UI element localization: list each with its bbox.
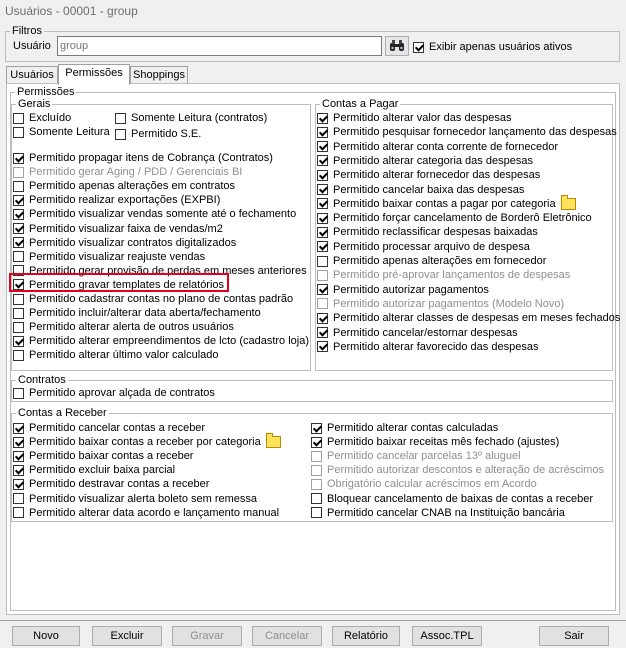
gerais-item-label: Permitido incluir/alterar data aberta/fechamento <box>29 307 261 320</box>
contas-pagar-item-box[interactable] <box>317 127 328 138</box>
contas-pagar-item-label: Permitido alterar conta corrente de fornecedor <box>333 140 559 153</box>
usuario-label: Usuário <box>13 40 51 52</box>
contas-pagar-item-checkbox[interactable] <box>317 254 546 268</box>
contas-pagar-item-box[interactable] <box>317 213 328 224</box>
contas-receber-legend: Contas a Receber <box>18 407 107 419</box>
folder-icon[interactable] <box>561 198 576 210</box>
contas-pagar-item-box[interactable] <box>317 170 328 181</box>
gerais-item-label: Permitido alterar empreendimentos de lcto (cadastro loja) <box>29 335 310 348</box>
contas-receber-item-label: Permitido alterar data acordo e lançamento manual <box>29 506 280 519</box>
gerais-item-checkbox[interactable] <box>13 207 296 221</box>
contas-pagar-item-box[interactable] <box>317 141 328 152</box>
contas-receber-item-box[interactable] <box>13 423 24 434</box>
contas-pagar-item-label: Permitido reclassificar despesas baixadas <box>333 226 538 239</box>
contas-pagar-item-checkbox[interactable] <box>317 283 489 297</box>
folder-icon[interactable] <box>266 436 281 448</box>
contas-pagar-item-checkbox[interactable] <box>317 268 570 282</box>
window-title: Usuários - 00001 - group <box>0 0 626 22</box>
contas-receber-item-checkbox[interactable] <box>13 463 175 477</box>
contas-receber-item-box[interactable] <box>13 479 24 490</box>
gerais-top-checkbox[interactable] <box>13 125 110 139</box>
contas-pagar-legend: Contas a Pagar <box>322 98 399 110</box>
gerais-item-checkbox[interactable] <box>13 236 236 250</box>
contas-receber-item-checkbox[interactable] <box>311 449 521 463</box>
contas-receber-item-label: Permitido baixar contas a receber por categoria <box>29 436 261 449</box>
contas-pagar-item-checkbox[interactable] <box>317 311 620 325</box>
gerais-item-label: Permitido visualizar contratos digitalizados <box>29 236 237 249</box>
exibir-ativos-checkbox[interactable] <box>413 40 572 54</box>
contas-pagar-item-label: Permitido pesquisar fornecedor lançamento das despesas <box>333 126 617 139</box>
tab-usuarios[interactable]: Usuários <box>6 66 58 84</box>
gravar-button[interactable]: Gravar <box>172 626 242 646</box>
contas-pagar-item-box[interactable] <box>317 227 328 238</box>
contas-receber-item-checkbox[interactable] <box>13 492 257 506</box>
contas-receber-item-label: Permitido baixar receitas mês fechado (ajustes) <box>327 436 560 449</box>
gerais-item-label: Permitido realizar exportações (EXPBI) <box>29 194 221 207</box>
gerais-top-label: Permitido S.E. <box>131 128 202 140</box>
gerais-top-label: Somente Leitura <box>29 126 110 138</box>
contas-receber-item-box[interactable] <box>311 451 322 462</box>
gerais-item-box[interactable] <box>13 167 24 178</box>
cancelar-button[interactable]: Cancelar <box>252 626 322 646</box>
contas-receber-item-label: Permitido autorizar descontos e alteração de acréscimos <box>327 464 604 477</box>
gerais-item-box[interactable] <box>13 308 24 319</box>
gerais-top-box[interactable] <box>115 129 126 140</box>
contas-pagar-item-checkbox[interactable] <box>317 297 564 311</box>
gerais-item-box[interactable] <box>13 322 24 333</box>
contas-pagar-item-checkbox[interactable] <box>317 111 512 125</box>
contas-receber-item-label: Obrigatório calcular acréscimos em Acordo <box>327 478 537 491</box>
contas-pagar-item-checkbox[interactable] <box>317 211 592 225</box>
contas-pagar-item-label: Permitido alterar fornecedor das despesas <box>333 169 541 182</box>
exibir-ativos-box[interactable] <box>413 42 424 53</box>
contas-receber-item-checkbox[interactable] <box>13 435 281 449</box>
tab-strip <box>6 64 206 84</box>
gerais-top-box[interactable] <box>13 113 24 124</box>
contas-pagar-item-checkbox[interactable] <box>317 125 617 139</box>
contas-receber-item-label: Permitido cancelar contas a receber <box>29 422 206 434</box>
gerais-top-label: Excluído <box>29 112 72 124</box>
contas-pagar-item-label: Permitido baixar contas a pagar por categoria <box>333 197 556 210</box>
contas-pagar-item-checkbox[interactable] <box>317 168 540 182</box>
contas-pagar-item-box[interactable] <box>317 341 328 352</box>
gerais-top-label: Somente Leitura (contratos) <box>131 112 268 124</box>
gerais-item-checkbox[interactable] <box>13 306 261 320</box>
gerais-item-label: Permitido apenas alterações em contratos <box>29 180 236 193</box>
contas-pagar-item-label: Permitido cancelar baixa das despesas <box>333 183 525 196</box>
contas-pagar-item-label: Permitido processar arquivo de despesa <box>333 240 530 253</box>
contas-pagar-item-checkbox[interactable] <box>317 240 530 254</box>
gerais-item-label: Permitido alterar alerta de outros usuários <box>29 321 234 334</box>
contas-receber-item-label: Permitido cancelar parcelas 13º aluguel <box>327 450 521 463</box>
relatorio-button[interactable]: Relatório <box>332 626 400 646</box>
contas-pagar-item-checkbox[interactable] <box>317 326 518 340</box>
contas-receber-item-box[interactable] <box>13 465 24 476</box>
gerais-legend: Gerais <box>18 98 51 110</box>
contas-pagar-item-label: Permitido alterar valor das despesas <box>333 112 512 124</box>
gerais-item-box[interactable] <box>13 209 24 220</box>
gerais-item-box[interactable] <box>13 181 24 192</box>
contas-receber-item-box[interactable] <box>311 437 322 448</box>
assoc-tpl-button[interactable]: Assoc.TPL <box>412 626 482 646</box>
contas-pagar-item-label: Permitido autorizar pagamentos <box>333 283 489 296</box>
gerais-item-checkbox[interactable] <box>13 320 234 334</box>
permissoes-legend: Permissões <box>17 86 75 98</box>
contas-receber-item-label: Permitido destravar contas a receber <box>29 478 210 491</box>
contas-receber-item-box[interactable] <box>311 493 322 504</box>
gerais-item-label: Permitido gerar provisão de perdas em meses anteriores <box>29 264 307 277</box>
filtros-legend: Filtros <box>12 25 42 37</box>
contas-receber-item-checkbox[interactable] <box>13 421 205 435</box>
highlight-box <box>9 273 229 292</box>
sair-button[interactable]: Sair <box>539 626 609 646</box>
gerais-item-box[interactable] <box>13 336 24 347</box>
gerais-top-checkbox[interactable] <box>13 111 71 125</box>
contas-receber-item-checkbox[interactable] <box>311 463 604 477</box>
contas-pagar-item-checkbox[interactable] <box>317 225 538 239</box>
contas-pagar-item-box[interactable] <box>317 270 328 281</box>
contas-receber-item-checkbox[interactable] <box>311 477 537 491</box>
contas-pagar-item-label: Permitido pré-aprovar lançamentos de despesas <box>333 269 571 282</box>
gerais-item-checkbox[interactable] <box>13 165 242 179</box>
gerais-item-checkbox[interactable] <box>13 348 219 362</box>
contas-pagar-item-label: Permitido alterar categoria das despesas <box>333 154 533 167</box>
excluir-button[interactable]: Excluir <box>92 626 162 646</box>
contas-receber-item-checkbox[interactable] <box>13 449 193 463</box>
gerais-item-box[interactable] <box>13 195 24 206</box>
contas-receber-item-label: Permitido alterar contas calculadas <box>327 422 499 434</box>
gerais-item-box[interactable] <box>13 223 24 234</box>
gerais-item-box[interactable] <box>13 237 24 248</box>
gerais-item-checkbox[interactable] <box>13 292 293 306</box>
contas-pagar-item-box[interactable] <box>317 198 328 209</box>
gerais-item-label: Permitido cadastrar contas no plano de contas padrão <box>29 293 294 305</box>
contas-receber-item-label: Permitido baixar contas a receber <box>29 450 194 463</box>
contas-pagar-item-label: Permitido alterar favorecido das despesas <box>333 340 539 353</box>
gerais-item-label: Permitido propagar itens de Cobrança (Contratos) <box>29 152 273 164</box>
contas-pagar-item-checkbox[interactable] <box>317 154 533 168</box>
contas-receber-item-box[interactable] <box>13 451 24 462</box>
permissoes-tab-panel <box>6 83 620 615</box>
usuario-input[interactable] <box>57 36 382 56</box>
contas-receber-item-checkbox[interactable] <box>311 506 565 520</box>
gerais-item-label: Permitido visualizar faixa de vendas/m2 <box>29 222 223 235</box>
gerais-top-checkbox[interactable] <box>115 111 267 125</box>
tab-shoppings[interactable]: Shoppings <box>130 66 188 84</box>
gerais-item-checkbox[interactable] <box>13 179 235 193</box>
contas-pagar-item-label: Permitido apenas alterações em fornecedor <box>333 255 547 267</box>
contas-receber-item-label: Bloquear cancelamento de baixas de contas a receber <box>327 492 594 505</box>
contas-receber-item-label: Permitido excluir baixa parcial <box>29 464 176 477</box>
contas-pagar-item-label: Permitido cancelar/estornar despesas <box>333 326 518 339</box>
contas-pagar-item-label: Permitido alterar classes de despesas em meses fechados <box>333 312 621 325</box>
gerais-item-checkbox[interactable] <box>13 193 220 207</box>
novo-button[interactable]: Novo <box>12 626 80 646</box>
contas-pagar-item-label: Permitido forçar cancelamento de Borderô Eletrônico <box>333 212 592 225</box>
contas-pagar-item-checkbox[interactable] <box>317 140 558 154</box>
contas-receber-item-label: Permitido cancelar CNAB na Instituição bancária <box>327 506 565 519</box>
contas-pagar-item-box[interactable] <box>317 256 328 267</box>
contas-receber-item-checkbox[interactable] <box>311 435 559 449</box>
contas-receber-item-checkbox[interactable] <box>311 421 498 435</box>
gerais-top-box[interactable] <box>13 127 24 138</box>
contas-receber-item-checkbox[interactable] <box>13 506 279 520</box>
gerais-top-checkbox[interactable] <box>115 127 201 141</box>
gerais-item-label: Permitido gerar Aging / PDD / Gerenciais BI <box>29 166 243 179</box>
gerais-item-label: Permitido gravar templates de relatórios <box>29 278 225 291</box>
contas-receber-item-box[interactable] <box>311 479 322 490</box>
gerais-item-checkbox[interactable] <box>13 250 205 264</box>
contas-pagar-item-box[interactable] <box>317 155 328 166</box>
contas-pagar-item-box[interactable] <box>317 298 328 309</box>
contas-receber-item-box[interactable] <box>13 437 24 448</box>
contas-pagar-item-box[interactable] <box>317 184 328 195</box>
contas-receber-item-box[interactable] <box>311 465 322 476</box>
contratos-item-box[interactable] <box>13 388 24 399</box>
contratos-item-checkbox[interactable] <box>13 386 215 400</box>
gerais-item-label: Permitido alterar último valor calculado <box>29 349 219 362</box>
contas-pagar-item-label: Permitido autorizar pagamentos (Modelo Novo) <box>333 297 565 310</box>
gerais-item-box[interactable] <box>13 294 24 305</box>
contratos-legend: Contratos <box>18 374 66 386</box>
contas-pagar-item-box[interactable] <box>317 284 328 295</box>
contas-receber-item-box[interactable] <box>311 423 322 434</box>
contas-pagar-item-box[interactable] <box>317 313 328 324</box>
contas-receber-item-checkbox[interactable] <box>311 492 593 506</box>
footer-divider <box>0 620 626 621</box>
contas-receber-item-box[interactable] <box>311 507 322 518</box>
gerais-item-checkbox[interactable] <box>13 151 273 165</box>
gerais-item-label: Permitido visualizar vendas somente até o fechamento <box>29 208 297 221</box>
contas-receber-item-box[interactable] <box>13 507 24 518</box>
contratos-item-label: Permitido aprovar alçada de contratos <box>29 387 215 399</box>
gerais-top-box[interactable] <box>115 113 126 124</box>
exibir-ativos-label: Exibir apenas usuários ativos <box>429 41 573 53</box>
contas-pagar-item-box[interactable] <box>317 113 328 124</box>
tab-permissoes[interactable]: Permissões <box>58 64 130 85</box>
contas-pagar-item-box[interactable] <box>317 241 328 252</box>
contas-pagar-item-box[interactable] <box>317 327 328 338</box>
gerais-item-box[interactable] <box>13 153 24 164</box>
contas-receber-item-box[interactable] <box>13 493 24 504</box>
gerais-item-checkbox[interactable] <box>13 334 309 348</box>
gerais-item-checkbox[interactable] <box>13 222 223 236</box>
search-user-button[interactable] <box>385 36 409 56</box>
contas-receber-item-checkbox[interactable] <box>13 477 209 491</box>
gerais-item-label: Permitido visualizar reajuste vendas <box>29 250 206 263</box>
contas-pagar-item-checkbox[interactable] <box>317 197 576 211</box>
gerais-item-box[interactable] <box>13 350 24 361</box>
gerais-item-box[interactable] <box>13 251 24 262</box>
contas-pagar-item-checkbox[interactable] <box>317 340 538 354</box>
contas-pagar-item-checkbox[interactable] <box>317 183 524 197</box>
binoculars-icon <box>389 40 405 52</box>
contas-receber-item-label: Permitido visualizar alerta boleto sem remessa <box>29 492 258 505</box>
